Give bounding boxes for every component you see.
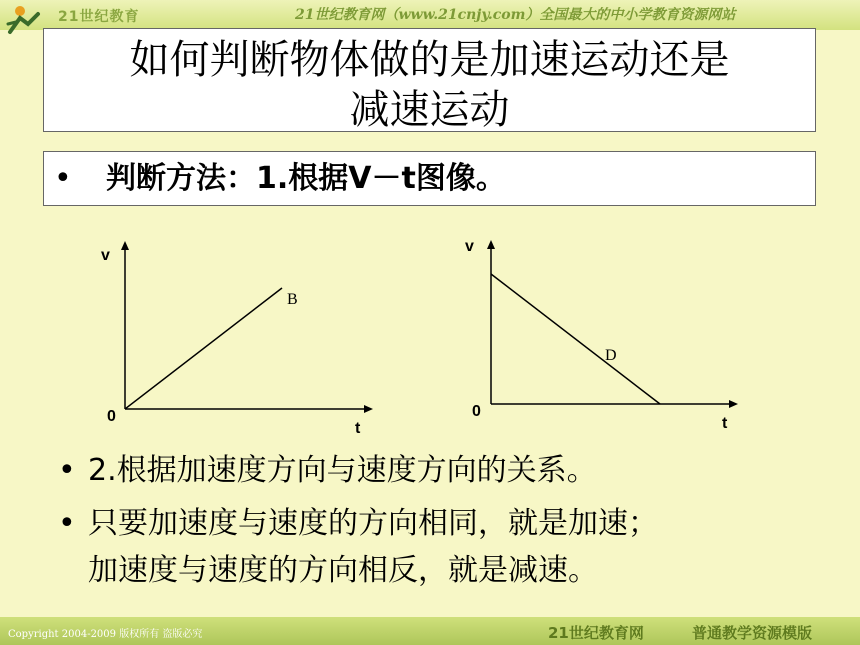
graph-decelerating: [460, 228, 750, 436]
logo-text: 21世纪教育: [58, 9, 140, 25]
origin-label: 0: [107, 408, 116, 425]
method-text: 判断方法：1.根据V－t图像。: [106, 161, 506, 196]
line-label-d: D: [605, 347, 617, 364]
x-axis-label: t: [722, 415, 728, 432]
x-axis-arrow: [364, 405, 373, 413]
y-axis-arrow: [121, 241, 129, 250]
title-line-1: 如何判断物体做的是加速运动还是: [129, 37, 730, 83]
footer-site-name: 21世纪教育网: [548, 624, 644, 642]
bullet-dot: •: [54, 161, 72, 196]
x-axis-arrow: [729, 400, 738, 408]
y-axis-arrow: [487, 240, 495, 249]
origin-label: 0: [472, 403, 481, 420]
point-3-line-1: 只要加速度与速度的方向相同，就是加速；: [88, 506, 658, 541]
page-title: [44, 35, 815, 135]
point-2: [58, 451, 597, 491]
title-line-2: 减速运动: [349, 87, 510, 133]
bullet-dot: •: [58, 506, 76, 541]
y-axis-label: v: [465, 238, 474, 255]
graph-accelerating: [95, 235, 385, 440]
title-box: [43, 28, 816, 132]
bullet-dot: •: [58, 453, 76, 488]
footer-bar: [0, 617, 860, 645]
method-box: [43, 151, 816, 206]
y-axis-label: v: [101, 247, 110, 264]
point-2-text: 2.根据加速度方向与速度方向的关系。: [88, 453, 597, 488]
velocity-line-d: [491, 274, 660, 404]
point-3-line-2: 加速度与速度的方向相反，就是减速。: [88, 553, 598, 588]
x-axis-label: t: [355, 420, 361, 437]
velocity-line-b: [125, 288, 282, 409]
copyright-text: Copyright 2004-2009 版权所有 盗版必究: [8, 629, 203, 640]
point-3: [58, 504, 658, 544]
footer-template-name: 普通教学资源模版: [692, 624, 813, 642]
header-bar: [0, 0, 860, 30]
point-3-continued: [88, 551, 598, 591]
header-banner: 21世纪教育网（www.21cnjy.com）全国最大的中小学教育资源网站: [295, 7, 736, 23]
line-label-b: B: [287, 291, 298, 308]
